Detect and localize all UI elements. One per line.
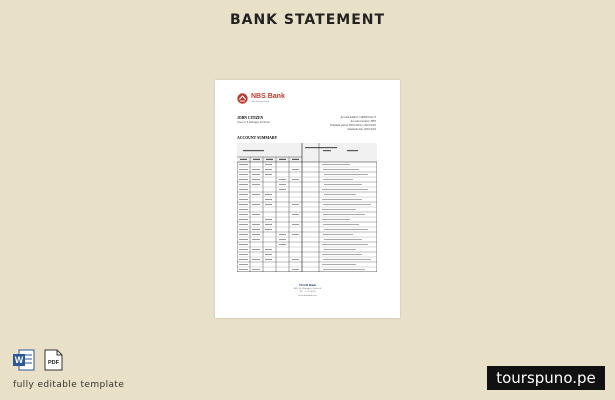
row-cell — [323, 214, 365, 215]
row-cell — [265, 164, 272, 165]
customer-block — [237, 116, 270, 124]
row-cell — [265, 224, 272, 225]
row-cell — [252, 259, 260, 260]
row-cell — [239, 239, 248, 240]
header-text — [305, 147, 337, 148]
row-cell — [279, 184, 286, 185]
header-text — [243, 150, 264, 151]
row-cell — [265, 219, 272, 220]
row-cell — [292, 204, 299, 205]
row-cell — [239, 179, 248, 180]
row-cell — [265, 194, 272, 195]
row-cell — [265, 204, 272, 205]
row-cell — [252, 269, 260, 270]
row-cell — [265, 174, 272, 175]
row-cell — [292, 234, 299, 235]
row-cell — [292, 259, 299, 260]
row-cell — [322, 209, 356, 210]
row-cell — [252, 169, 260, 170]
row-cell — [239, 199, 248, 200]
row-cell — [239, 259, 248, 260]
row-cell — [322, 244, 368, 245]
row-cell — [239, 219, 248, 220]
editable-caption: fully editable template — [13, 380, 125, 390]
row-cell — [324, 184, 362, 185]
row-cell — [324, 194, 356, 195]
row-cell — [265, 229, 272, 230]
row-cell — [239, 224, 248, 225]
row-cell — [239, 229, 248, 230]
svg-text:W: W — [14, 355, 24, 365]
footer-line: www.nbsbank.com — [298, 293, 317, 297]
row-cell — [252, 229, 260, 230]
row-cell — [279, 244, 286, 245]
row-cell — [252, 194, 260, 195]
row-cell — [323, 234, 353, 235]
row-cell — [279, 234, 286, 235]
document-footer — [215, 283, 400, 297]
row-cell — [323, 204, 371, 205]
bank-name: NBS Bank — [251, 93, 285, 100]
page-title: BANK STATEMENT — [229, 12, 386, 28]
row-cell — [292, 169, 299, 170]
row-cell — [322, 219, 350, 220]
row-cell — [239, 189, 248, 190]
row-cell — [265, 199, 272, 200]
transaction-table — [237, 143, 377, 272]
statement-date: Statement date: 29/01/2022 — [347, 128, 376, 131]
row-cell — [323, 269, 365, 270]
row-cell — [324, 239, 362, 240]
bank-tagline: Your Savings Bank — [251, 101, 270, 103]
row-cell — [292, 224, 299, 225]
row-cell — [252, 179, 260, 180]
row-cell — [265, 254, 272, 255]
row-cell — [265, 169, 272, 170]
row-cell — [279, 239, 286, 240]
row-cell — [292, 214, 299, 215]
row-cell — [252, 174, 260, 175]
statement-document — [215, 80, 400, 318]
statement-period: Statement period: 09/01/2019 to 29/01/2022 — [330, 124, 376, 127]
row-cell — [324, 249, 356, 250]
row-cell — [292, 269, 299, 270]
row-cell — [239, 164, 248, 165]
svg-text:PDF: PDF — [48, 360, 59, 366]
brand-link[interactable]: tourspuno.pe — [487, 366, 605, 390]
row-cell — [323, 259, 371, 260]
row-cell — [322, 164, 350, 165]
row-cell — [239, 214, 248, 215]
row-cell — [265, 249, 272, 250]
row-cell — [252, 239, 260, 240]
row-cell — [279, 189, 286, 190]
row-cell — [239, 184, 248, 185]
account-number: Account number: 1490827161173 — [340, 116, 376, 119]
row-cell — [324, 174, 368, 175]
row-cell — [323, 224, 359, 225]
footer-line: 8821 St. Zürbagen, Eschweil — [293, 287, 322, 290]
row-cell — [324, 229, 368, 230]
row-cell — [239, 234, 248, 235]
row-cell — [292, 179, 299, 180]
row-cell — [322, 189, 368, 190]
column-header — [279, 159, 286, 160]
row-cell — [239, 249, 248, 250]
account-currency: Account Currency: PEN — [350, 120, 376, 123]
column-header — [240, 159, 247, 160]
footer-line: Tel. +1 555 0199 — [299, 290, 316, 294]
row-cell — [239, 204, 248, 205]
row-cell — [265, 259, 272, 260]
file-formats — [13, 349, 73, 371]
row-cell — [239, 209, 248, 210]
row-cell — [279, 179, 286, 180]
row-cell — [239, 269, 248, 270]
row-cell — [252, 214, 260, 215]
word-file-icon — [13, 349, 35, 371]
row-cell — [239, 174, 248, 175]
header-text — [323, 150, 331, 151]
customer-address: Jones St. 8 Zürbagen, Eschweil — [237, 121, 270, 124]
row-cell — [322, 254, 362, 255]
row-cell — [239, 169, 248, 170]
table-frame — [237, 143, 377, 272]
bank-logo — [237, 93, 297, 107]
row-cell — [239, 244, 248, 245]
row-cell — [323, 179, 353, 180]
row-cell — [252, 234, 260, 235]
row-cell — [252, 249, 260, 250]
row-cell — [252, 184, 260, 185]
row-cell — [252, 224, 260, 225]
row-cell — [239, 254, 248, 255]
row-cell — [322, 264, 356, 265]
summary-title: ACCOUNT SUMMARY — [237, 136, 278, 140]
column-header — [253, 159, 260, 160]
row-cell — [322, 199, 362, 200]
footer-bank-name: TOUR Bank — [298, 283, 317, 287]
account-details — [330, 116, 376, 132]
row-cell — [252, 204, 260, 205]
row-cell — [239, 264, 248, 265]
column-header — [292, 159, 299, 160]
row-cell — [323, 169, 359, 170]
column-header — [266, 159, 273, 160]
bank-logo-icon — [237, 93, 248, 104]
customer-name: JOHN CITIZEN — [237, 116, 264, 120]
pdf-file-icon — [44, 349, 63, 371]
row-cell — [239, 194, 248, 195]
header-text — [347, 150, 358, 151]
